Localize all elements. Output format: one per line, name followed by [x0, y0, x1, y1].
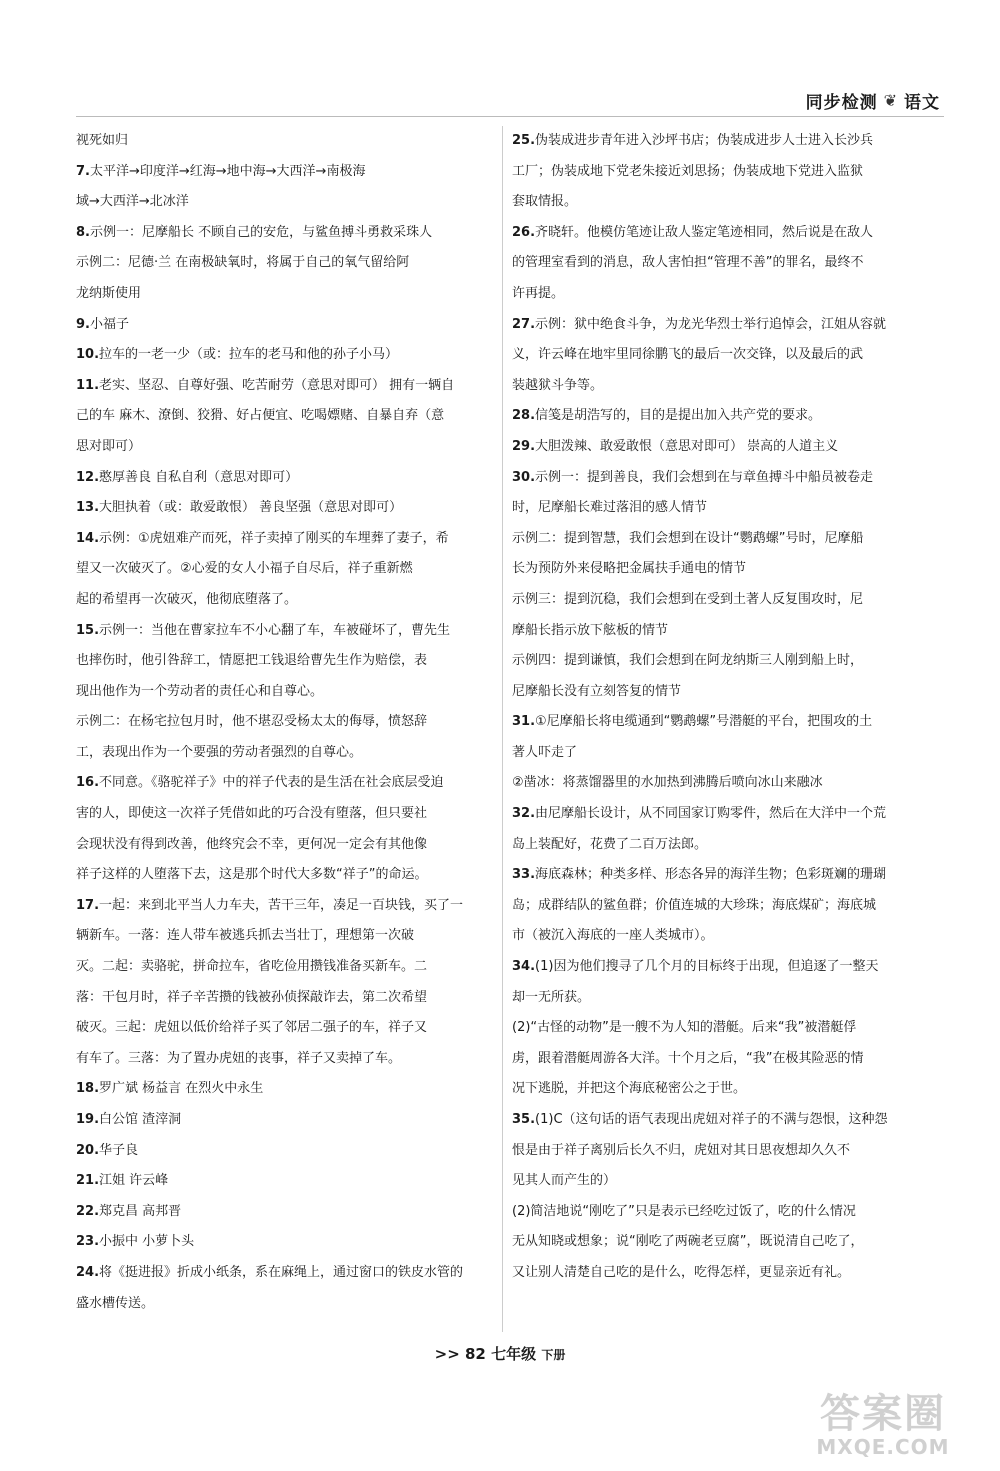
answer-line — [76, 585, 516, 616]
answer-item — [512, 401, 950, 432]
answer-text: 落：干包月时，祥子辛苦攒的钱被孙侦探敲诈去，第二次希望 — [76, 989, 428, 1005]
answer-text: 华子良 — [99, 1142, 139, 1158]
answer-text: 视死如归 — [76, 133, 129, 148]
answer-item — [76, 1258, 516, 1319]
answer-text: 信笺是胡浩写的，目的是提出加入共产党的要求。 — [535, 408, 822, 424]
answer-number: 22. — [76, 1203, 100, 1219]
page-footer — [0, 1343, 1000, 1364]
answer-number: 10. — [76, 347, 100, 363]
answer-line — [76, 891, 516, 922]
answer-text: 岛上装配好，花费了二百万法郎。 — [512, 836, 708, 852]
answer-text: 示例一：提到善良，我们会想到在与章鱼搏斗中船员被卷走 — [535, 469, 874, 485]
answer-number: 7. — [76, 163, 90, 179]
answer-line — [76, 860, 516, 891]
answer-number: 19. — [76, 1112, 100, 1127]
answer-number: 26. — [512, 224, 536, 240]
answer-text: 齐晓轩。他模仿笔迹让敌人鉴定笔迹相同，然后说是在敌人 — [535, 224, 874, 240]
grade-label: 七年级 — [491, 1345, 537, 1363]
answer-line — [512, 1136, 950, 1167]
answer-text: 拉车的一老一少（或：拉车的老马和他的孙子小马） — [99, 347, 399, 363]
answer-text: 大胆泼辣、敢爱敢恨（意思对即可） 崇高的人道主义 — [535, 438, 839, 454]
answer-text: 见其人而产生的） — [512, 1173, 617, 1189]
answer-line — [512, 983, 950, 1014]
answer-text: 小振中 小萝卜头 — [99, 1234, 195, 1250]
answer-text: (1)C（这句话的语气表现出虎妞对祥子的不满与怨恨，这种怨 — [535, 1112, 888, 1127]
answer-item — [76, 1136, 516, 1167]
answer-line — [512, 1258, 950, 1289]
answer-item — [512, 952, 950, 1105]
answer-line — [512, 707, 950, 738]
answer-line — [76, 1044, 516, 1075]
answer-text: ②凿冰：将蒸馏器里的水加热到沸腾后喷向冰山来融冰 — [512, 775, 823, 791]
answer-item — [512, 126, 950, 218]
answer-item — [76, 310, 516, 341]
answer-text: 著人吓走了 — [512, 744, 578, 760]
answer-text: 域→大西洋→北冰洋 — [76, 194, 189, 210]
answer-line — [512, 401, 950, 432]
answer-text: 无从知晓或想象；说“刚吃了两碗老豆腐”，既说清自己吃了， — [512, 1234, 864, 1250]
answer-text: 起的希望再一次破灭，他彻底堕落了。 — [76, 591, 298, 607]
answer-text: 许再提。 — [512, 285, 565, 301]
answer-line — [512, 891, 950, 922]
right-column — [512, 126, 950, 1289]
answer-line — [76, 677, 516, 708]
answer-item — [76, 1227, 516, 1258]
answer-line — [512, 279, 950, 310]
answer-line — [512, 860, 950, 891]
answer-item — [76, 524, 516, 616]
answer-line — [76, 1013, 516, 1044]
answer-text: 示例一：当他在曹家拉车不小心翻了车，车被碰坏了，曹先生 — [99, 622, 451, 638]
answer-text: 白公馆 渣滓洞 — [99, 1112, 182, 1127]
footer-arrows: >> — [434, 1345, 460, 1363]
answer-line — [512, 830, 950, 861]
answer-text: 的管理室看到的消息，敌人害怕担“管理不善”的罪名，最终不 — [512, 255, 864, 271]
left-column — [76, 126, 516, 1319]
answer-line — [512, 157, 950, 188]
answer-line — [512, 799, 950, 830]
answer-item — [76, 891, 516, 1075]
answer-number: 8. — [76, 224, 90, 240]
answer-number: 33. — [512, 867, 536, 883]
answer-text: 罗广斌 杨益言 在烈火中永生 — [99, 1081, 264, 1097]
answer-text: 义，许云峰在地牢里同徐鹏飞的最后一次交锋，以及最后的武 — [512, 347, 864, 363]
answer-line — [512, 585, 950, 616]
answer-text: 辆新车。一落：连人带车被逃兵抓去当壮丁，理想第一次破 — [76, 928, 415, 944]
answer-number: 29. — [512, 438, 536, 454]
answer-number: 24. — [76, 1264, 100, 1280]
answer-line — [512, 524, 950, 555]
answer-number: 35. — [512, 1112, 536, 1127]
answer-text: 摩船长指示放下舷板的情节 — [512, 622, 669, 638]
answer-item — [76, 616, 516, 769]
answer-number: 13. — [76, 500, 100, 516]
answer-number: 17. — [76, 897, 100, 913]
volume-label: 下册 — [541, 1348, 566, 1362]
answer-number: 12. — [76, 469, 100, 485]
answer-text: (1)因为他们搜寻了几个月的目标终于出现，但追逐了一整天 — [535, 959, 879, 975]
answer-line — [76, 1258, 516, 1289]
answer-item — [512, 432, 950, 463]
answer-line — [76, 493, 516, 524]
watermark-bottom: MXQE.COM — [816, 1435, 950, 1459]
answer-line — [76, 340, 516, 371]
answer-text: 由尼摩船长设计，从不同国家订购零件，然后在大洋中一个荒 — [535, 806, 887, 822]
answer-number: 34. — [512, 959, 536, 975]
answer-text: 灭。二起：卖骆驼，拼命拉车，省吃俭用攒钱准备买新车。二 — [76, 959, 428, 975]
answer-text: 长为预防外来侵略把金属扶手通电的情节 — [512, 561, 747, 577]
answer-line — [76, 616, 516, 647]
answer-line — [76, 1197, 516, 1228]
answer-text: 伪装成进步青年进入沙坪书店；伪装成进步人士进入长沙兵 — [535, 133, 874, 148]
answer-item — [76, 768, 516, 890]
answer-line — [512, 646, 950, 677]
answer-line — [512, 340, 950, 371]
answer-number: 18. — [76, 1081, 100, 1097]
answer-line — [76, 799, 516, 830]
answer-text: 不同意。《骆驼祥子》中的祥子代表的是生活在社会底层受迫 — [99, 775, 444, 791]
answer-line — [512, 126, 950, 157]
answer-line — [76, 401, 516, 432]
answer-text: 况下逃脱，并把这个海底秘密公之于世。 — [512, 1081, 747, 1097]
answer-item — [76, 1105, 516, 1136]
answer-line — [512, 371, 950, 402]
answer-text: 虏，跟着潜艇周游各大洋。十个月之后，“我”在极其险恶的情 — [512, 1050, 864, 1066]
answer-line — [76, 830, 516, 861]
answer-text: 现出他作为一个劳动者的责任心和自尊心。 — [76, 683, 324, 699]
answer-line — [512, 1044, 950, 1075]
answer-line — [76, 157, 516, 188]
answer-line — [512, 738, 950, 769]
header-divider — [76, 116, 944, 117]
answer-text: 套取情报。 — [512, 194, 578, 210]
answer-text: 恨是由于祥子离别后长久不归，虎妞对其日思夜想却久久不 — [512, 1142, 851, 1158]
answer-line — [76, 646, 516, 677]
answer-number: 27. — [512, 316, 536, 332]
answer-text: 示例：①虎妞难产而死，祥子卖掉了刚买的车埋葬了妻子，希 — [99, 530, 449, 546]
answer-line — [512, 1197, 950, 1228]
answer-item — [512, 799, 950, 860]
answer-number: 15. — [76, 622, 100, 638]
answer-number: 25. — [512, 133, 536, 148]
answer-line — [76, 524, 516, 555]
answer-line — [76, 1105, 516, 1136]
answer-line — [76, 218, 516, 249]
answer-text: 示例二：在杨宅拉包月时，他不堪忍受杨太太的侮辱，愤怒辞 — [76, 714, 428, 730]
answer-line — [512, 554, 950, 585]
answer-line — [512, 677, 950, 708]
answer-number: 23. — [76, 1234, 100, 1250]
header-title-left: 同步检测 — [805, 93, 878, 113]
answer-text: 尼摩船长没有立刻答复的情节 — [512, 683, 682, 699]
answer-text: 望又一次破灭了。②心爱的女人小福子自尽后，祥子重新燃 — [76, 561, 413, 577]
answer-text: 时，尼摩船长难过落泪的感人情节 — [512, 500, 708, 516]
answer-line — [512, 310, 950, 341]
answer-number: 11. — [76, 377, 100, 393]
answer-text: 太平洋→印度洋→红海→地中海→大西洋→南极海 — [89, 163, 366, 179]
answer-text: 将《挺进报》折成小纸条，系在麻绳上，通过窗口的铁皮水管的 — [99, 1264, 464, 1280]
answer-line — [76, 432, 516, 463]
answer-line — [512, 218, 950, 249]
answer-line — [76, 1289, 516, 1320]
answer-text: 装越狱斗争等。 — [512, 377, 604, 393]
answer-item — [512, 860, 950, 952]
answer-line — [512, 187, 950, 218]
answer-item — [76, 1074, 516, 1105]
answer-line — [76, 1166, 516, 1197]
answer-text: 示例：狱中绝食斗争，为龙光华烈士举行追悼会，江姐从容就 — [535, 316, 887, 332]
answer-line — [76, 921, 516, 952]
answer-number: 32. — [512, 806, 536, 822]
answer-item — [512, 707, 950, 799]
answer-line — [512, 248, 950, 279]
answer-text: 有车了。三落：为了置办虎妞的丧事，祥子又卖掉了车。 — [76, 1050, 402, 1066]
header-title-right: 语文 — [904, 93, 940, 113]
answer-line — [76, 187, 516, 218]
answer-line — [76, 768, 516, 799]
answer-text: 龙纳斯使用 — [76, 285, 142, 301]
watermark-top: 答案圈 — [820, 1391, 946, 1437]
answer-line — [76, 126, 516, 157]
answer-line — [76, 248, 516, 279]
answer-text: 也摔伤时，他引咎辞工，情愿把工钱退给曹先生作为赔偿，表 — [76, 653, 428, 669]
answer-line — [76, 707, 516, 738]
answer-line — [76, 371, 516, 402]
answer-line — [76, 983, 516, 1014]
answer-number: 21. — [76, 1173, 100, 1189]
answer-item — [76, 340, 516, 371]
answer-text: 示例一：尼摩船长 不顾自己的安危，与鲨鱼搏斗勇救采珠人 — [89, 224, 433, 240]
answer-text: 示例二：提到智慧，我们会想到在设计“鹦鹉螺”号时，尼摩船 — [512, 530, 864, 546]
answer-text: 害的人，即使这一次祥子凭借如此的巧合没有堕落，但只要社 — [76, 806, 428, 822]
answer-item — [512, 463, 950, 708]
answer-text: 破灭。三起：虎妞以低价给祥子买了邻居二强子的车，祥子又 — [76, 1020, 428, 1036]
answer-line — [76, 279, 516, 310]
answer-line — [512, 1074, 950, 1105]
answer-text: 郑克昌 高邦晋 — [99, 1203, 182, 1219]
answer-number: 9. — [76, 316, 90, 332]
answer-text: 憨厚善良 自私自利（意思对即可） — [99, 469, 299, 485]
answer-line — [512, 952, 950, 983]
column-divider — [502, 126, 503, 1332]
answer-item — [76, 371, 516, 463]
answer-line — [512, 921, 950, 952]
answer-text: 工，表现出作为一个要强的劳动者强烈的自尊心。 — [76, 744, 363, 760]
answer-text: ①尼摩船长将电缆通到“鹦鹉螺”号潜艇的平台，把围攻的土 — [535, 714, 873, 730]
answer-text: 祥子这样的人堕落下去，这是那个时代大多数“祥子”的命运。 — [76, 867, 428, 883]
answer-text: 一起：来到北平当人力车夫，苦干三年，凑足一百块钱，买了一 — [99, 897, 464, 913]
answer-line — [76, 738, 516, 769]
answer-item — [76, 1166, 516, 1197]
answer-text: 大胆执着（或：敢爱敢恨） 善良坚强（意思对即可） — [99, 500, 403, 516]
answer-number: 30. — [512, 469, 536, 485]
page-number: 82 — [465, 1345, 486, 1363]
leaf-icon: ❦ — [883, 91, 898, 110]
answer-line — [76, 1227, 516, 1258]
answer-text: 示例三：提到沉稳，我们会想到在受到土著人反复围攻时，尼 — [512, 591, 864, 607]
answer-text: 示例二：尼德·兰 在南极缺氧时，将属于自己的氧气留给阿 — [76, 255, 410, 271]
answer-text: 又让别人清楚自己吃的是什么，吃得怎样，更显亲近有礼。 — [512, 1264, 851, 1280]
answer-line — [76, 1074, 516, 1105]
answer-line — [76, 952, 516, 983]
answer-text: 江姐 许云峰 — [99, 1173, 169, 1189]
answer-item — [76, 157, 516, 218]
answer-number: 14. — [76, 530, 100, 546]
answer-line — [76, 463, 516, 494]
answer-line — [512, 768, 950, 799]
answer-line — [512, 493, 950, 524]
answer-text: (2)“古怪的动物”是一艘不为人知的潜艇。后来“我”被潜艇俘 — [512, 1020, 857, 1036]
page-header — [806, 88, 940, 113]
answer-item — [76, 218, 516, 310]
answer-line — [512, 1227, 950, 1258]
answer-line — [512, 616, 950, 647]
answer-line — [512, 463, 950, 494]
answer-line — [512, 1013, 950, 1044]
answer-item — [76, 1197, 516, 1228]
answer-line — [76, 310, 516, 341]
answer-text: 老实、坚忍、自尊好强、吃苦耐劳（意思对即可） 拥有一辆自 — [99, 377, 455, 393]
answer-item — [512, 218, 950, 310]
answer-text: 岛；成群结队的鲨鱼群；价值连城的大珍珠；海底煤矿；海底城 — [512, 897, 877, 913]
answer-number: 28. — [512, 408, 536, 424]
answer-text: 工厂；伪装成地下党老朱接近刘思扬；伪装成地下党进入监狱 — [512, 163, 864, 179]
answer-text: 小福子 — [89, 316, 129, 332]
answer-text: 海底森林；种类多样、形态各异的海洋生物；色彩斑斓的珊瑚 — [535, 867, 887, 883]
answer-item — [512, 310, 950, 402]
answer-number: 16. — [76, 775, 100, 791]
answer-text: 却一无所获。 — [512, 989, 591, 1005]
answer-number: 20. — [76, 1142, 100, 1158]
answer-text: 盛水槽传送。 — [76, 1295, 155, 1311]
answer-text: 会现状没有得到改善，他终究会不幸，更何况一定会有其他像 — [76, 836, 428, 852]
answer-item — [76, 463, 516, 494]
answer-text: 市（被沉入海底的一座人类城市）。 — [512, 928, 714, 944]
answer-item — [76, 126, 516, 157]
answer-item — [512, 1105, 950, 1289]
answer-text: 思对即可） — [76, 438, 142, 454]
watermark-logo — [788, 1392, 978, 1464]
answer-line — [512, 1166, 950, 1197]
answer-line — [512, 1105, 950, 1136]
answer-line — [512, 432, 950, 463]
answer-text: 己的车 麻木、潦倒、狡猾、好占便宜、吃喝嫖赌、自暴自弃（意 — [76, 408, 445, 424]
answer-text: (2)简洁地说“刚吃了”只是表示已经吃过饭了，吃的什么情况 — [512, 1203, 856, 1219]
answer-text: 示例四：提到谦慎，我们会想到在阿龙纳斯三人刚到船上时， — [512, 653, 864, 669]
answer-line — [76, 554, 516, 585]
answer-item — [76, 493, 516, 524]
answer-line — [76, 1136, 516, 1167]
answer-number: 31. — [512, 714, 536, 730]
